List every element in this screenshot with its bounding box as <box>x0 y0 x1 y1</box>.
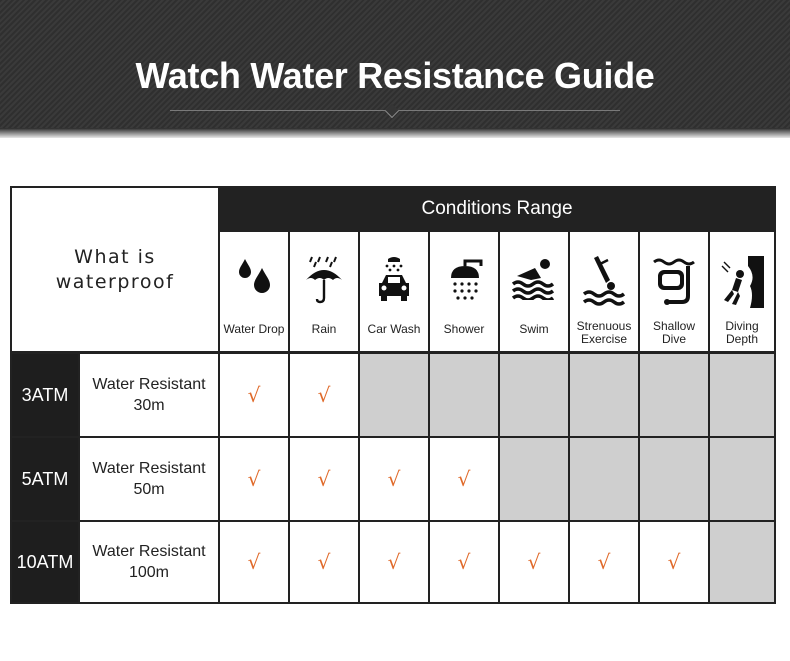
page-title: Watch Water Resistance Guide <box>135 55 655 96</box>
condition-column-header <box>430 232 498 351</box>
rating-description-line2: 100m <box>128 564 170 581</box>
atm-rating-label: 5ATM <box>12 438 78 520</box>
rating-description-line1: Water Resistant <box>92 376 206 393</box>
unsupported-cell <box>500 354 568 436</box>
rating-description <box>80 438 218 520</box>
checkmark-icon: √ <box>597 550 611 574</box>
checkmark-icon: √ <box>667 550 681 574</box>
condition-label-line2: Exercise <box>580 332 627 346</box>
rating-description-line2: 30m <box>133 397 165 414</box>
condition-label <box>710 320 774 346</box>
rating-description-text <box>92 458 205 500</box>
supported-cell <box>430 522 498 602</box>
checkmark-icon: √ <box>527 550 541 574</box>
condition-label-line1: Strenuous <box>576 319 632 333</box>
condition-label <box>220 323 288 336</box>
checkmark-icon: √ <box>317 383 331 407</box>
supported-cell <box>430 438 498 520</box>
supported-cell <box>360 438 428 520</box>
condition-label <box>640 320 708 346</box>
supported-cell <box>220 438 288 520</box>
checkmark-icon: √ <box>317 550 331 574</box>
supported-cell <box>290 522 358 602</box>
unsupported-cell <box>570 438 638 520</box>
condition-column-header <box>220 232 288 351</box>
unsupported-cell <box>710 354 774 436</box>
supported-cell <box>500 522 568 602</box>
condition-column-header <box>360 232 428 351</box>
condition-label-line1: Shallow <box>652 319 696 333</box>
condition-label <box>360 323 428 336</box>
supported-cell <box>360 522 428 602</box>
rating-description-line2: 50m <box>133 481 165 498</box>
checkmark-icon: √ <box>247 550 261 574</box>
checkmark-icon: √ <box>387 550 401 574</box>
rating-description <box>80 522 218 602</box>
condition-label-line2: Dive <box>661 332 686 346</box>
unsupported-cell <box>640 438 708 520</box>
unsupported-cell <box>570 354 638 436</box>
condition-column-header <box>290 232 358 351</box>
unsupported-cell <box>430 354 498 436</box>
checkmark-icon: √ <box>317 467 331 491</box>
atm-rating-label: 10ATM <box>12 522 78 602</box>
supported-cell <box>290 354 358 436</box>
condition-label <box>430 323 498 336</box>
condition-column-header <box>710 232 774 351</box>
condition-column-header <box>640 232 708 351</box>
corner-label-line1: What is <box>74 245 156 268</box>
condition-label-line1: Rain <box>311 322 337 336</box>
checkmark-icon: √ <box>457 550 471 574</box>
unsupported-cell <box>710 522 774 602</box>
supported-cell <box>570 522 638 602</box>
condition-column-header <box>500 232 568 351</box>
rating-description-line1: Water Resistant <box>92 460 206 477</box>
corner-label-line2: waterproof <box>55 270 175 293</box>
corner-label <box>12 188 218 351</box>
unsupported-cell <box>640 354 708 436</box>
rating-description-text <box>92 541 205 583</box>
checkmark-icon: √ <box>247 383 261 407</box>
unsupported-cell <box>710 438 774 520</box>
rating-description-line1: Water Resistant <box>92 543 206 560</box>
condition-label <box>570 320 638 346</box>
supported-cell <box>220 354 288 436</box>
checkmark-icon: √ <box>387 467 401 491</box>
condition-label-line1: Car Wash <box>367 322 421 336</box>
supported-cell <box>290 438 358 520</box>
banner-shadow <box>0 128 790 138</box>
supported-cell <box>640 522 708 602</box>
supported-cell <box>220 522 288 602</box>
condition-label-line1: Shower <box>443 322 485 336</box>
condition-label-line1: Water Drop <box>223 322 285 336</box>
conditions-range-header: Conditions Range <box>220 188 774 230</box>
rating-description-text <box>92 374 205 416</box>
condition-label <box>500 323 568 336</box>
atm-rating-label: 3ATM <box>12 354 78 436</box>
condition-label-line1: Diving <box>725 319 759 333</box>
unsupported-cell <box>360 354 428 436</box>
condition-label <box>290 323 358 336</box>
condition-column-header <box>570 232 638 351</box>
condition-label-line1: Swim <box>519 322 549 336</box>
checkmark-icon: √ <box>247 467 261 491</box>
checkmark-icon: √ <box>457 467 471 491</box>
condition-label-line2: Depth <box>725 332 759 346</box>
rating-description <box>80 354 218 436</box>
water-resistance-table <box>10 186 776 604</box>
unsupported-cell <box>500 438 568 520</box>
